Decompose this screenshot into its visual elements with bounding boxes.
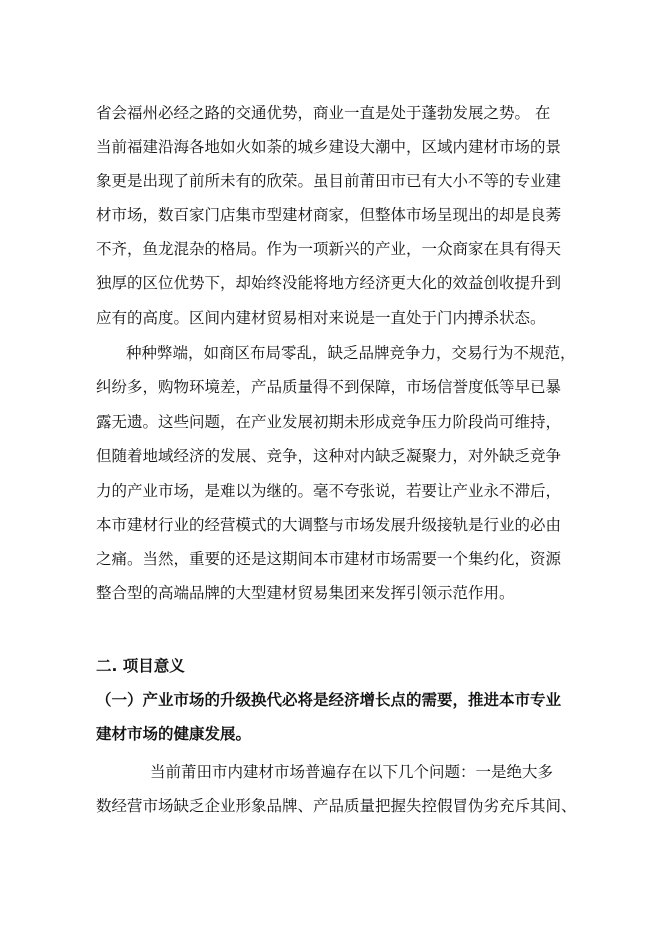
- text-line: 种种弊端，如商区布局零乱，缺乏品牌竞争力，交易行为不规范，: [126, 344, 576, 362]
- text-line: 独厚的区位优势下，却始终没能将地方经济更大化的效益创收提升到: [96, 274, 562, 292]
- text-line: 省会福州必经之路的交通优势，商业一直是处于蓬勃发展之势。 在: [96, 104, 551, 122]
- text-line: 露无遗。这些问题，在产业发展初期未形成竞争压力阶段尚可维持，: [96, 413, 562, 431]
- text-line: 当前福建沿海各地如火如荼的城乡建设大潮中，区域内建材市场的景: [96, 138, 562, 156]
- text-line: 但随着地域经济的发展、竞争，这种对内缺乏凝聚力，对外缺乏竞争: [96, 447, 562, 465]
- text-line: 象更是出现了前所未有的欣荣。虽目前莆田市已有大小不等的专业建: [96, 172, 562, 190]
- text-line: 之痛。当然，重要的还是这期间本市建材市场需要一个集约化，资源: [96, 550, 562, 568]
- text-line: 材市场，数百家门店集市型建材商家，但整体市场呈现出的却是良莠: [96, 206, 562, 224]
- subsection-title-line: （一）产业市场的升级换代必将是经济增长点的需要，推进本市专业: [96, 691, 562, 709]
- subsection-title-line: 建材市场的健康发展。: [96, 725, 252, 743]
- text-line: 力的产业市场，是难以为继的。毫不夸张说，若要让产业永不滞后，: [96, 482, 562, 500]
- text-line: 当前莆田市内建材市场普遍存在以下几个问题：一是绝大多: [150, 763, 554, 781]
- text-line: 纠纷多，购物环境差，产品质量得不到保障，市场信誉度低等早已暴: [96, 378, 562, 396]
- text-line: 整合型的高端品牌的大型建材贸易集团来发挥引领示范作用。: [96, 584, 515, 602]
- text-line: 本市建材行业的经营模式的大调整与市场发展升级接轨是行业的必由: [96, 516, 562, 534]
- text-line: 应有的高度。区间内建材贸易相对来说是一直处于门内搏杀状态。: [96, 309, 546, 327]
- section-title: 二. 项目意义: [96, 657, 185, 675]
- text-line: 不齐，鱼龙混杂的格局。作为一项新兴的产业，一众商家在具有得天: [96, 240, 562, 258]
- text-line: 数经营市场缺乏企业形象品牌、产品质量把握失控假冒伪劣充斥其间、: [96, 797, 577, 815]
